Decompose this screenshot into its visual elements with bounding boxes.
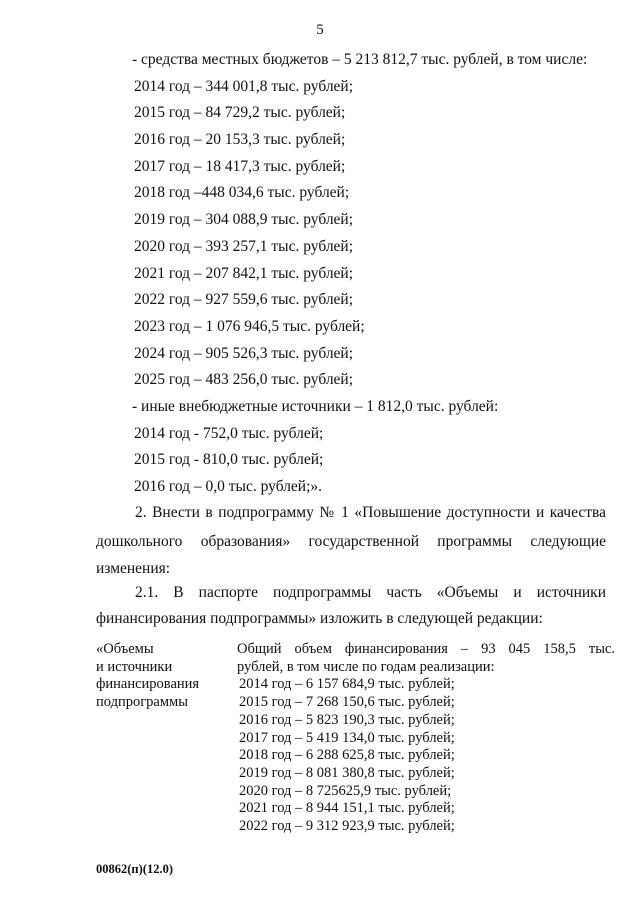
local-budget-year: 2022 год – 927 559,6 тыс. рублей; (134, 291, 354, 309)
budget-lines (0, 51, 640, 505)
paragraph-2-1-line-1: 2.1. В паспорте подпрограммы часть «Объемы и источники (135, 584, 606, 601)
local-budget-year: 2024 год – 905 526,3 тыс. рублей; (134, 344, 354, 362)
local-budget-year: 2020 год – 393 257,1 тыс. рублей; (134, 237, 354, 255)
local-budget-year: 2016 год – 20 153,3 тыс. рублей; (134, 131, 346, 149)
funding-label-line: финансирования (96, 676, 200, 693)
extra-budget-header: - иные внебюджетные источники – 1 812,0 тыс. рублей: (132, 397, 499, 415)
extra-budget-year: 2014 год - 752,0 тыс. рублей; (134, 424, 324, 442)
funding-year: 2014 год – 6 157 684,9 тыс. рублей; (239, 676, 455, 693)
local-budget-year: 2025 год – 483 256,0 тыс. рублей; (134, 371, 354, 389)
local-budget-year: 2018 год –448 034,6 тыс. рублей; (134, 184, 350, 202)
local-budget-year: 2021 год – 207 842,1 тыс. рублей; (134, 264, 354, 282)
funding-year: 2017 год – 5 419 134,0 тыс. рублей; (239, 729, 455, 746)
funding-year: 2020 год – 8 725625,9 тыс. рублей; (239, 782, 452, 799)
extra-budget-year: 2016 год – 0,0 тыс. рублей;». (134, 478, 323, 495)
paragraph-2-line-3: изменения: (96, 560, 171, 577)
funding-label-line: и источники (96, 658, 173, 675)
local-budget-year: 2023 год – 1 076 946,5 тыс. рублей; (134, 317, 365, 335)
local-budget-year: 2014 год – 344 001,8 тыс. рублей; (134, 77, 354, 95)
funding-values (237, 641, 615, 836)
local-budget-year: 2019 год – 304 088,9 тыс. рублей; (134, 211, 354, 229)
funding-year: 2016 год – 5 823 190,3 тыс. рублей; (239, 711, 455, 728)
paragraph-2-line-1: 2. Внести в подпрограмму № 1 «Повышение доступности и качества (135, 504, 606, 521)
local-budget-header: - средства местных бюджетов – 5 213 812,7 тыс. рублей, в том числе: (132, 51, 588, 68)
funding-label (96, 641, 236, 712)
funding-total: Общий объем финансирования – 93 045 158,5 тыс. (237, 641, 615, 657)
funding-label-line: подпрограммы (96, 694, 188, 711)
page-number: 5 (316, 22, 324, 38)
funding-year: 2018 год – 6 288 625,8 тыс. рублей; (239, 747, 455, 764)
funding-year: 2022 год – 9 312 923,9 тыс. рублей; (239, 818, 455, 835)
extra-budget-year: 2015 год - 810,0 тыс. рублей; (134, 451, 324, 469)
paragraph-2-line-2: дошкольного образования» государственной программы следующие (96, 533, 606, 550)
funding-subtitle: рублей, в том числе по годам реализации: (237, 658, 495, 675)
funding-year: 2019 год – 8 081 380,8 тыс. рублей; (239, 764, 455, 781)
funding-year: 2015 год – 7 268 150,6 тыс. рублей; (239, 694, 455, 711)
local-budget-year: 2015 год – 84 729,2 тыс. рублей; (134, 104, 346, 122)
funding-year: 2021 год – 8 944 151,1 тыс. рублей; (239, 800, 455, 817)
local-budget-year: 2017 год – 18 417,3 тыс. рублей; (134, 157, 346, 175)
funding-label-line: «Объемы (96, 641, 154, 657)
paragraph-2-1-line-2: финансирования подпрограммы» изложить в следующей редакции: (96, 610, 543, 627)
document-code: 00862(п)(12.0) (96, 862, 173, 876)
